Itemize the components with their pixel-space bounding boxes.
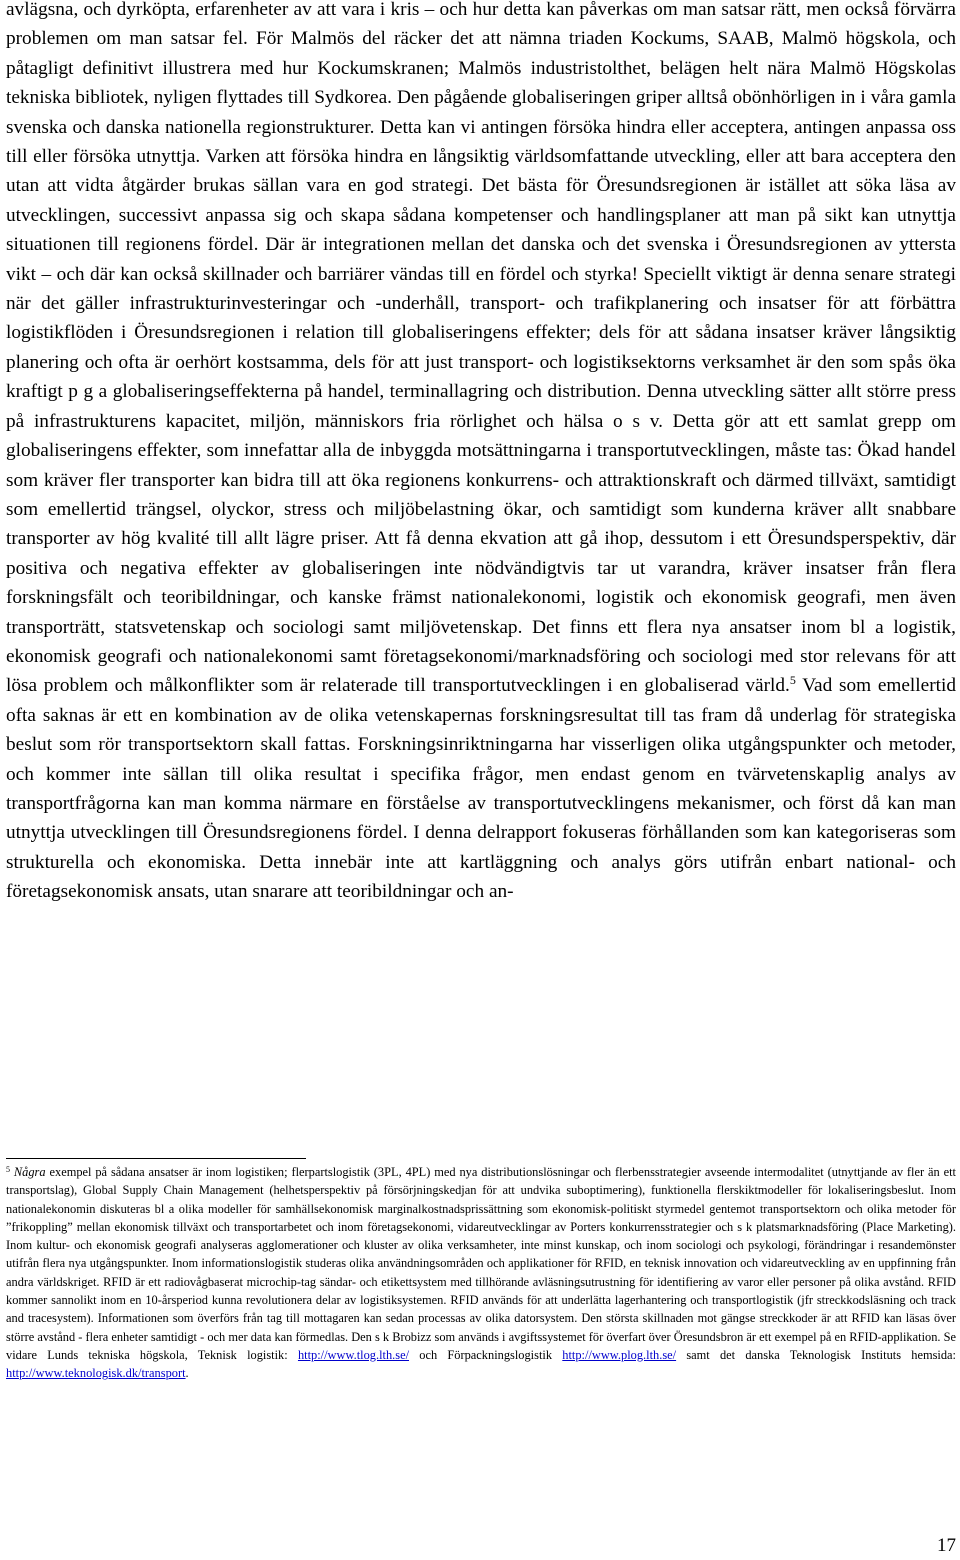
body-sentence: Detta kan vi antingen försöka hindra eller acceptera, antingen anpassa oss till eller försöka utnyttja. bbox=[6, 116, 956, 168]
link-plog[interactable]: http://www.plog.lth.se/ bbox=[562, 1347, 677, 1362]
body-sentence: I denna delrapport fokuseras förhållanden som kan kategoriseras som strukturella och ekonomiska. bbox=[6, 822, 956, 873]
footnote-text: exempel på sådana ansatser är inom logistiken; flerpartslogistik (3PL, 4PL) med nya distributionslösningar och flerbensstrategier avseende intermodalitet (utnyttjande av fler än ett transportslag), Global Supply Chain Management (helhetsperspektiv på försörjningskedjan för att undvika suboptimering), funktionella flerskiktmodeller för lokaliseringsbeslut. Inom nationalekonomin diskuteras bl a olika modeller för samhällsekonomisk marginalkostnadsprissättning som ekonomisk-politiskt styrmedel gentemot transportsektorn och olika metoder för ”frikoppling” mellan ekonomisk tillväxt och transportarbetet och inom företagsekonomi, vidareutvecklingar av Porters konkurrensstrategier och s k platsmarknadsföring (Place Marketing). Inom kultur- och ekonomisk geografi analyseras agglomerationer och kluster av olika verksamheter, inte minst kunskap, och inom sociologi och psykologi, förändringar i resandemönster utifrån flera nya utgångspunkter. Inom informationslogistik studeras olika användningsområden och applikationer för RFID, en teknisk innovation och vidareutveckling av en uppfinning från andra världskriget. RFID är ett radiovågbaserat microchip-tag sändar- och etikettsystem med tillhörande avläsningsutrustning för identifiering av varor eller personer på olika avstånd. RFID kommer sannolikt inom en 10-årsperiod kunna revolutionera delar av logistiksystemen. RFID används för att underlätta lagerhantering och transportlogistik (jfr streckkodsläsning och track and tracesystem). Informationen som överförs från tag till mottagaren kan sedan processas av olika datorsystem. Den största skillnaden mot gängse streckkoder är att RFID kan läsas över större avstånd - flera enheter samtidigt - och mer data kan förmedlas. Den s k Brobizz som används i avgiftssystemet för överfart över Öresundsbron är ett exempel på en RFID-applikation. Se vidare Lunds tekniska högskola, Teknisk logistik: bbox=[6, 1165, 956, 1362]
footnote-lead: Några bbox=[13, 1165, 46, 1179]
footnote-separator bbox=[6, 1158, 306, 1159]
body-sentence: Vad som emellertid ofta saknas är ett en kombination av de olika vetenskapernas forskningsresultat till tas fram då underlag för strategiska beslut som rör transportsektorn skall fattas. bbox=[6, 675, 956, 756]
body-sentence: Forskningsinriktningarna har visserligen olika utgångspunkter och metoder, och kommer inte sällan till olika resultat i specifika frågor, men endast genom en tvärvetenskaplig analys av transportfrågorna kan man komma närmare en förståelse av transportutvecklingens mekanismer, och först då kan man utnyttja utvecklingen till Öresundsregionens fördel. bbox=[6, 734, 957, 844]
body-sentence: Detta gör att ett samlat grepp om globaliseringens effekter, som innefattar alla de inbyggda motsättningarna i transportutvecklingen, måste tas: Ökad handel som kräver fler transporter kan bidra till att öka regionens konkurrens- och attraktionskraft och därmed tillväxt, samtidigt som emellertid trängsel, olyckor, stress och miljöbelastning ökar, och samtidigt som kunderna kräver allt snabbare transporter av hög kvalité till allt lägre priser. bbox=[6, 410, 956, 550]
body-sentence: Det finns ett flera nya ansatser inom bl a logistik, ekonomisk geografi och nationalekonomi samt företagsekonomi/marknadsföring och sociologi med stor relevans för att lösa problem och målkonflikter som är relaterade till transportutvecklingen i en globaliserad värld. bbox=[6, 616, 956, 697]
body-sentence: Speciellt viktigt är denna senare strategi när det gäller infrastrukturinvesteringar och -underhåll, transport- och trafikplanering och insatser för att förbättra logistikflöden i Öresundsregionen i relation till globaliseringens effekter; dels för att sådana insatser kräver långsiktig planering och ofta är oerhört kostsamma, dels för att just transport- och logistiksektorns verksamhet är den som spås öka kraftigt p g a globaliseringseffekterna på handel, terminallagring och distribution. bbox=[6, 263, 956, 403]
page-number: 17 bbox=[937, 1535, 956, 1556]
footnote-text-mid: och Förpackningslogistik bbox=[419, 1347, 553, 1362]
footnote-end: . bbox=[185, 1366, 189, 1381]
body-sentence: Varken att försöka hindra en långsiktig världsomfattande utveckling, eller att bara acceptera den utan att vidta åtgärder brukas sällan vara en god strategi. bbox=[6, 146, 956, 197]
footnote-text-mid: samt det danska Teknologisk Instituts hemsida: bbox=[686, 1347, 956, 1362]
body-paragraph bbox=[6, 0, 956, 907]
body-sentence: Den pågående globaliseringen griper alltså obönhörligen in i våra gamla svenska och danska nationella regionstrukturer. bbox=[6, 87, 956, 138]
link-tlog[interactable]: http://www.tlog.lth.se/ bbox=[297, 1347, 410, 1362]
body-sentence: Det bästa för Öresundsregionen är istället att söka läsa av utvecklingen, successivt anpassa sig och skapa sådana kompetenser och handlingsplaner att man på sikt kan utnyttja situationen till regionens fördel. bbox=[6, 175, 956, 256]
body-sentence: Detta innebär inte att kartläggning och analys görs utifrån enbart national- och företagsekonomisk ansats, utan snarare att teoribildningar och an- bbox=[6, 851, 956, 903]
link-teknologisk[interactable]: http://www.teknologisk.dk/transport bbox=[6, 1366, 186, 1381]
footnote-marker: 5 bbox=[6, 1165, 10, 1174]
footnote bbox=[6, 1163, 956, 1383]
footnote-reference[interactable]: 5 bbox=[789, 673, 796, 688]
document-page bbox=[6, 0, 956, 1560]
body-sentence: avlägsna, och dyrköpta, erfarenheter av att vara i kris – och hur detta kan påverkas om man satsar rätt, men också förvärra problemen om man satsar fel. För Malmös del räcker det att nämna triaden Kockums, SAAB, Malmö högskola, och påtagligt definitivt illustrera med hur Kockumskranen; Malmös industristolthet, belägen helt nära Malmö Högskolas tekniska bibliotek, nyligen flyttades till Sydkorea. bbox=[6, 0, 956, 109]
body-sentence: Denna utveckling sätter allt större press på infrastrukturens kapacitet, miljön, människors fria rörlighet och hälsa o s v. bbox=[6, 381, 956, 432]
body-sentence: Där är integrationen mellan det danska och det svenska i Öresundsregionen av yttersta vikt – och där kan också skillnader och barriärer vändas till en fördel och styrka! bbox=[6, 234, 956, 285]
body-sentence: Att få denna ekvation att gå ihop, dessutom i ett Öresundsperspektiv, där positiva och negativa effekter av globaliseringen inte nödvändigtvis tar ut varandra, kräver insatser från flera forskningsfält och teoribildningar, och kanske främst nationalekonomi, logistik och ekonomisk geografi, men även transporträtt, statsvetenskap och sociologi samt miljövetenskap. bbox=[6, 528, 956, 638]
